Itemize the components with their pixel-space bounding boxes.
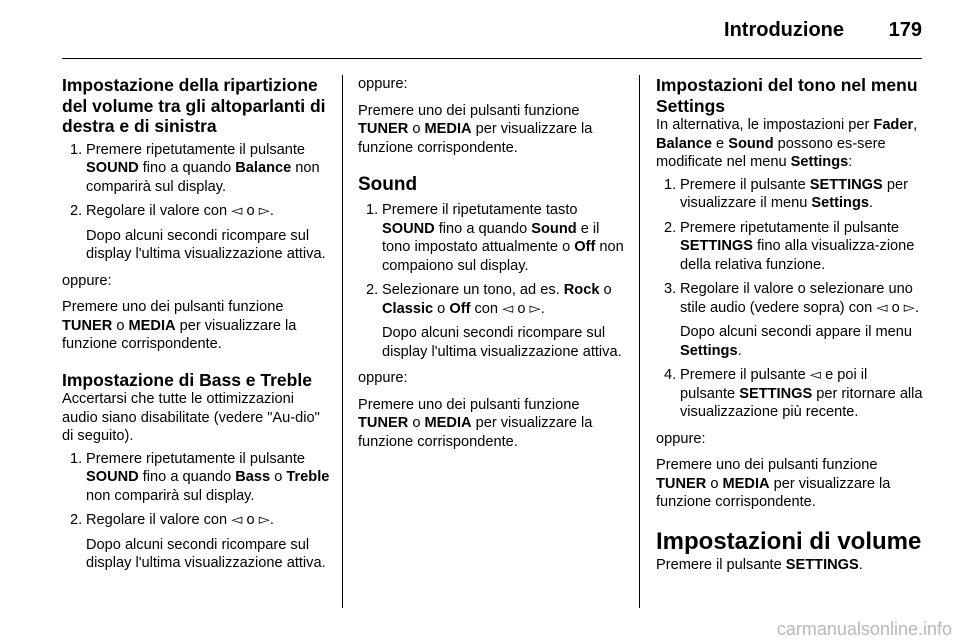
heading-sound: Sound bbox=[358, 174, 418, 195]
heading-settings-tone: Impostazioni del tono nel menu Settings bbox=[656, 75, 918, 116]
steps-list-bass bbox=[62, 450, 330, 573]
left-arrow-icon: ◅ bbox=[231, 512, 243, 528]
bass-intro: Accertarsi che tutte le ottimizzazioni audio siano disabilitate (vedere "Au-dio" di seguito). bbox=[62, 391, 320, 444]
list-item: 2. Premere ripetutamente il pulsante SETTINGS fino alla visualizza-zione della relativa funzione. bbox=[664, 219, 915, 273]
list-item: 4. Premere il pulsante ◅ e poi il pulsante SETTINGS per ritornare alla visualizzazione più recente. bbox=[664, 367, 923, 420]
left-arrow-icon: ◅ bbox=[809, 367, 822, 383]
display-label-balance: Balance bbox=[235, 160, 292, 176]
list-item: 1. Premere ripetutamente il pulsante SOUND fino a quando Bass o Treble non comparirà sul display. bbox=[70, 450, 330, 504]
list-item: 2. Regolare il valore con ◅ o ▻. Dopo alcuni secondi ricompare sul display l'ultima visualizzazione attiva. bbox=[62, 202, 330, 264]
heading-bass-treble: Impostazione di Bass e Treble bbox=[62, 369, 312, 390]
press-function-text: Premere uno dei pulsanti funzione TUNER o MEDIA per visualizzare la funzione corrispondente. bbox=[62, 299, 297, 352]
header-rule bbox=[62, 58, 922, 59]
list-item: 1. Premere il pulsante SETTINGS per visualizzare il menu Settings. bbox=[664, 176, 908, 211]
heading-volume: Impostazioni di volume bbox=[656, 527, 922, 555]
right-arrow-icon: ▻ bbox=[903, 299, 916, 316]
right-arrow-icon: ▻ bbox=[258, 203, 270, 219]
right-arrow-icon: ▻ bbox=[258, 512, 270, 528]
right-arrow-icon: ▻ bbox=[529, 300, 541, 317]
oppure-label: oppure: bbox=[358, 370, 408, 386]
oppure-label: oppure: bbox=[62, 272, 112, 289]
oppure-label: oppure: bbox=[656, 430, 706, 447]
watermark: carmanualsonline.info bbox=[776, 619, 952, 639]
step-note: Dopo alcuni secondi ricompare sul display l'ultima visualizzazione attiva. bbox=[86, 227, 326, 262]
heading-ripartizione: Impostazione della ripartizione del volume tra gli altoparlanti di destra e di sinistra bbox=[62, 75, 326, 136]
press-function-text: Premere uno dei pulsanti funzione TUNER o MEDIA per visualizzare la funzione corrispondente. bbox=[358, 102, 593, 156]
left-arrow-icon: ◅ bbox=[502, 300, 514, 317]
column-divider-2 bbox=[639, 75, 640, 608]
list-item: 2. Selezionare un tono, ad es. Rock o Classic o Off con ◅ o ▻. Dopo alcuni secondi ricompare sul display l'ultima visualizzazione attiva. bbox=[358, 281, 624, 361]
press-function-text: Premere uno dei pulsanti funzione TUNER o MEDIA per visualizzare la funzione corrispondente. bbox=[358, 396, 593, 450]
steps-list-balance bbox=[62, 141, 330, 264]
settings-intro: In alternativa, le impostazioni per Fader, Balance e Sound possono es-sere modificate nel menu Settings: bbox=[656, 117, 918, 170]
left-arrow-icon: ◅ bbox=[231, 203, 243, 219]
list-item: 3. Regolare il valore o selezionare uno stile audio (vedere sopra) con ◅ o ▻. Dopo alcuni secondi appare il menu Settings. bbox=[656, 280, 924, 360]
list-item: 1. Premere il ripetutamente tasto SOUND fino a quando Sound e il tono impostato attualmente o Off non compaiono sul display. bbox=[366, 202, 624, 274]
column-divider-1 bbox=[342, 75, 343, 608]
page-header bbox=[62, 0, 922, 58]
list-item: 2. Regolare il valore con ◅ o ▻. Dopo alcuni secondi ricompare sul display l'ultima visualizzazione attiva. bbox=[62, 511, 330, 573]
section-title: Introduzione bbox=[724, 19, 844, 41]
column-2 bbox=[358, 75, 624, 451]
list-item: 1. Premere ripetutamente il pulsante SOUND fino a quando Balance non comparirà sul display. bbox=[70, 141, 320, 195]
page-number: 179 bbox=[888, 19, 922, 41]
column-1 bbox=[62, 75, 330, 573]
step-note: Dopo alcuni secondi appare il menu Settings. bbox=[680, 324, 913, 359]
step-note: Dopo alcuni secondi ricompare sul display l'ultima visualizzazione attiva. bbox=[382, 325, 622, 360]
press-function-text: Premere uno dei pulsanti funzione TUNER o MEDIA per visualizzare la funzione corrispondente. bbox=[656, 457, 891, 510]
left-arrow-icon: ◅ bbox=[876, 299, 888, 316]
oppure-label: oppure: bbox=[358, 76, 408, 92]
button-label-sound: SOUND bbox=[86, 160, 139, 176]
volume-text: Premere il pulsante SETTINGS. bbox=[656, 556, 863, 573]
steps-list-settings bbox=[656, 176, 924, 422]
column-3 bbox=[656, 75, 924, 574]
step-note: Dopo alcuni secondi ricompare sul display l'ultima visualizzazione attiva. bbox=[86, 536, 326, 571]
steps-list-sound bbox=[358, 201, 624, 361]
